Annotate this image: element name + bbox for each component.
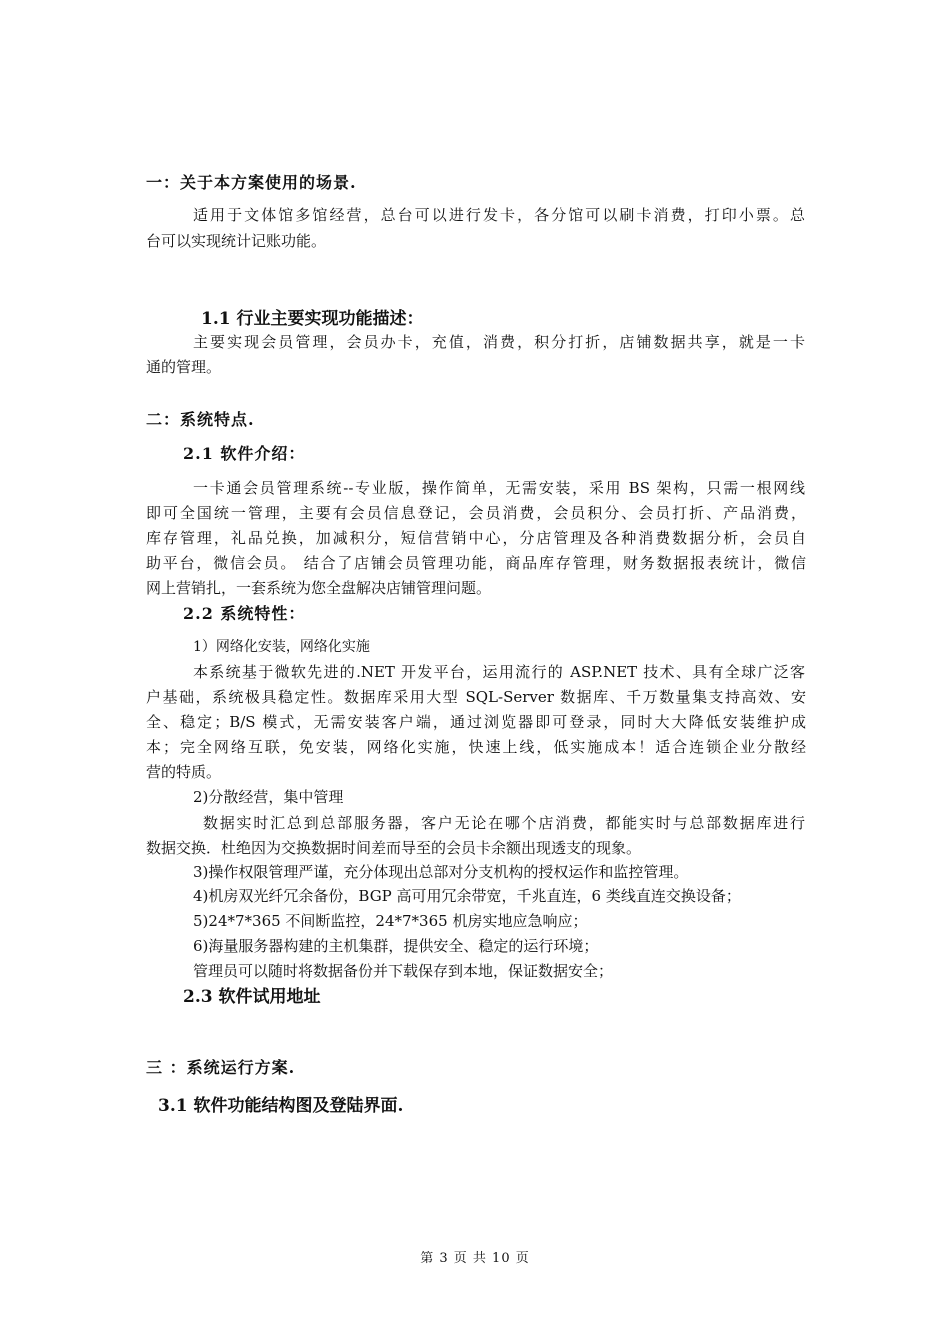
page-number-footer: 第 3 页 共 10 页 bbox=[420, 1251, 530, 1266]
feature-item-3: 3)操作权限管理严谨，充分体现出总部对分支机构的授权运作和监控管理。 bbox=[193, 863, 689, 881]
section-2-1-heading: 2.1 软件介绍： bbox=[183, 444, 306, 463]
section-2-1-paragraph-line: 助平台，微信会员。 结合了店铺会员管理功能，商品库存管理，财务数据报表统计，微信 bbox=[146, 554, 806, 572]
feature-item-1-paragraph-line: 全、稳定；B/S 模式，无需安装客户端，通过浏览器即可登录，同时大大降低安装维护成 bbox=[146, 713, 806, 731]
feature-item-2-title: 2)分散经营，集中管理 bbox=[193, 788, 344, 806]
section-3-1-heading: 3.1 软件功能结构图及登陆界面. bbox=[158, 1096, 404, 1116]
feature-item-7: 管理员可以随时将数据备份并下载保存到本地，保证数据安全； bbox=[193, 962, 614, 980]
section-2-1-paragraph-line: 网上营销扎，一套系统为您全盘解决店铺管理问题。 bbox=[146, 579, 492, 597]
section-1-1-paragraph-line: 主要实现会员管理，会员办卡，充值，消费，积分打折，店铺数据共享，就是一卡 bbox=[193, 333, 805, 351]
feature-item-2-paragraph-line: 数据交换．杜绝因为交换数据时间差而导至的会员卡余额出现透支的现象。 bbox=[146, 839, 642, 857]
feature-item-1-paragraph-line: 户基础，系统极具稳定性。数据库采用大型 SQL-Server 数据库、千万数量集支持高效、安 bbox=[146, 688, 806, 706]
section-2-1-paragraph-line: 库存管理，礼品兑换，加减积分，短信营销中心，分店管理及各种消费数据分析，会员自 bbox=[146, 529, 806, 547]
feature-item-6: 6)海量服务器构建的主机集群，提供安全、稳定的运行环境； bbox=[193, 937, 599, 955]
section-1-paragraph-line: 适用于文体馆多馆经营，总台可以进行发卡，各分馆可以刷卡消费，打印小票。总 bbox=[193, 206, 805, 224]
feature-item-4: 4)机房双光纤冗余备份，BGP 高可用冗余带宽，千兆直连，6 类线直连交换设备； bbox=[193, 887, 741, 905]
section-3-heading: 三 ：系统运行方案. bbox=[146, 1058, 296, 1077]
section-2-heading: 二：系统特点. bbox=[146, 410, 255, 429]
section-1-paragraph-line: 台可以实现统计记账功能。 bbox=[146, 232, 327, 250]
feature-item-1-paragraph-line: 本；完全网络互联，免安装，网络化实施，快速上线，低实施成本！适合连锁企业分散经 bbox=[146, 738, 806, 756]
section-1-1-paragraph-line: 通的管理。 bbox=[146, 358, 222, 376]
section-2-3-heading: 2.3 软件试用地址 bbox=[183, 987, 321, 1007]
feature-item-1-title: 1）网络化安装，网络化实施 bbox=[193, 639, 370, 655]
section-2-1-paragraph-line: 即可全国统一管理，主要有会员信息登记，会员消费，会员积分、会员打折、产品消费， bbox=[146, 504, 806, 522]
section-1-1-heading: 1.1 行业主要实现功能描述： bbox=[201, 309, 424, 329]
section-1-heading: 一：关于本方案使用的场景. bbox=[146, 173, 357, 192]
section-2-1-paragraph-line: 一卡通会员管理系统--专业版，操作简单，无需安装，采用 BS 架构，只需一根网线 bbox=[193, 479, 805, 497]
feature-item-1-paragraph-line: 营的特质。 bbox=[146, 763, 222, 781]
section-2-2-heading: 2.2 系统特性： bbox=[183, 604, 306, 623]
feature-item-2-paragraph-line: 数据实时汇总到总部服务器，客户无论在哪个店消费，都能实时与总部数据库进行 bbox=[203, 814, 805, 832]
feature-item-1-paragraph-line: 本系统基于微软先进的.NET 开发平台，运用流行的 ASP.NET 技术、具有全球广泛客 bbox=[193, 663, 805, 681]
feature-item-5: 5)24*7*365 不间断监控，24*7*365 机房实地应急响应； bbox=[193, 912, 588, 930]
